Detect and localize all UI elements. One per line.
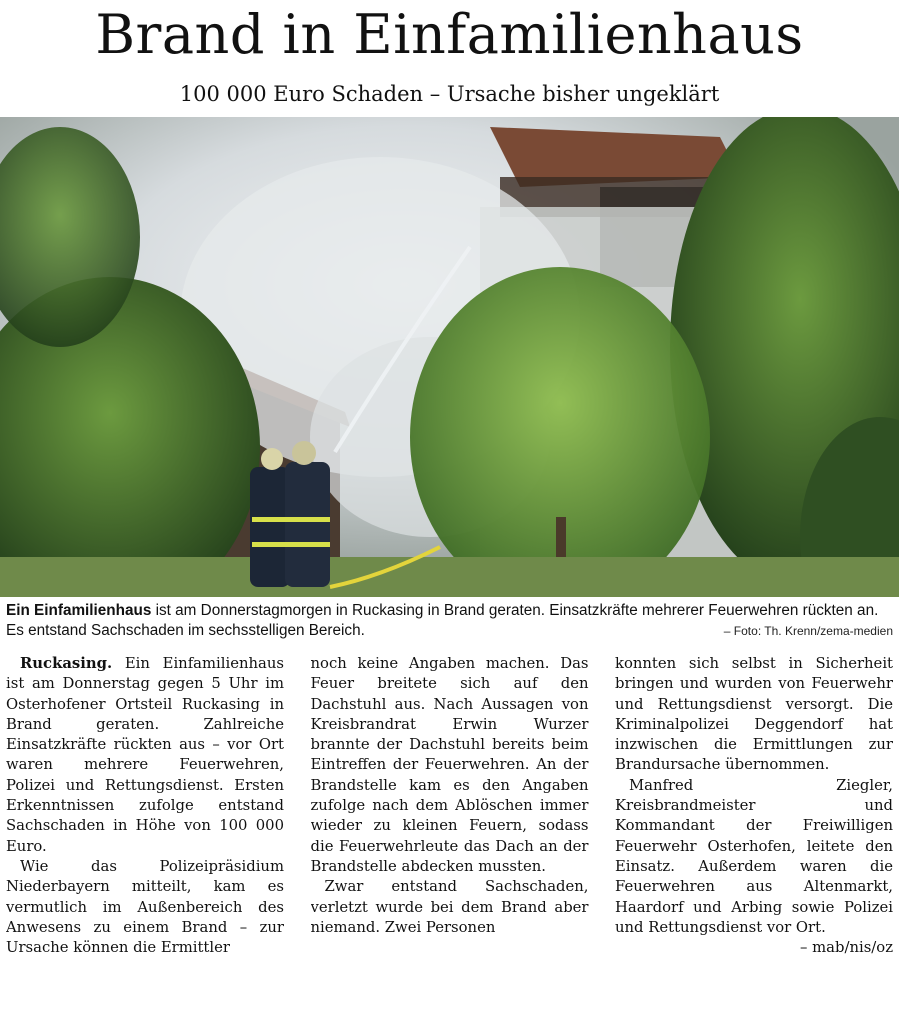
body-paragraph: Zwar entstand Sachschaden, verletzt wurde bei dem Brand aber niemand. Zwei Personen (310, 878, 589, 936)
caption-text: ist am Donnerstagmorgen in Ruckasing in Brand geraten. Einsatzkräfte mehrerer Feuerwehren rückten an. Es entstand Sachschaden im sechsstelligen Bereich. (6, 602, 879, 639)
photo-caption (6, 601, 893, 642)
body-column-3 (615, 654, 893, 1014)
body-paragraph (6, 654, 284, 857)
body-paragraph: konnten sich selbst in Sicherheit bringen und wurden von Feuerwehr und Rettungsdienst versorgt. Die Kriminalpolizei Deggendorf hat inzwischen die Ermittlungen zur Brandursache übernommen. (615, 655, 893, 774)
house-fire-photo-icon (0, 117, 899, 597)
article-photo (0, 117, 899, 597)
body-column-1 (6, 654, 284, 1014)
photo-credit: – Foto: Th. Krenn/zema-medien (723, 624, 893, 638)
body-paragraph: noch keine Angaben machen. Das Feuer breitete sich auf den Dachstuhl aus. Nach Aussagen von Kreisbrandrat Erwin Wurzer brannte der Dachstuhl bereits beim Eintreffen der Feuerwehren. An der Brandstelle kam es den Angaben zufolge nach dem Ablöschen immer wieder zu kleinen Feuern, sodass die Feuerwehrleute das Dach an der Brandstelle abdecken mussten. (310, 655, 589, 875)
caption-lead: Ein Einfamilienhaus (6, 602, 152, 619)
headline: Brand in Einfamilienhaus (95, 3, 804, 66)
body-paragraph (615, 776, 893, 957)
body-paragraph: Wie das Polizeipräsidium Niederbayern mitteilt, kam es vermutlich im Außenbereich des Anwesens zu einem Brand – zur Ursache können die Ermittler (6, 857, 284, 957)
author-signature: – mab/nis/oz (800, 939, 893, 957)
subheadline: 100 000 Euro Schaden – Ursache bisher ungeklärt (179, 82, 720, 106)
body-column-2 (311, 654, 589, 1014)
article-body (6, 654, 893, 1016)
body-text: Manfred Ziegler, Kreisbrandmeister und Kommandant der Freiwilligen Feuerwehr Osterhofen, leitete den Einsatz. Außerdem waren die Feuerwehren aus Altenmarkt, Haardorf und Arbing sowie Polizei und Rettungsdienst vor Ort. (615, 776, 893, 936)
dateline: Ruckasing. (20, 655, 113, 672)
body-text: Ein Einfamilienhaus ist am Donnerstag gegen 5 Uhr im Osterhofener Ortsteil Ruckasing in Brand geraten. Zahlreiche Einsatzkräfte rückten aus – vor Ort waren mehrere Feuerwehren, Polizei und Rettungsdienst. Ersten Erkenntnissen zufolge entstand Sachschaden in Höhe von 100 000 Euro. (6, 655, 284, 855)
